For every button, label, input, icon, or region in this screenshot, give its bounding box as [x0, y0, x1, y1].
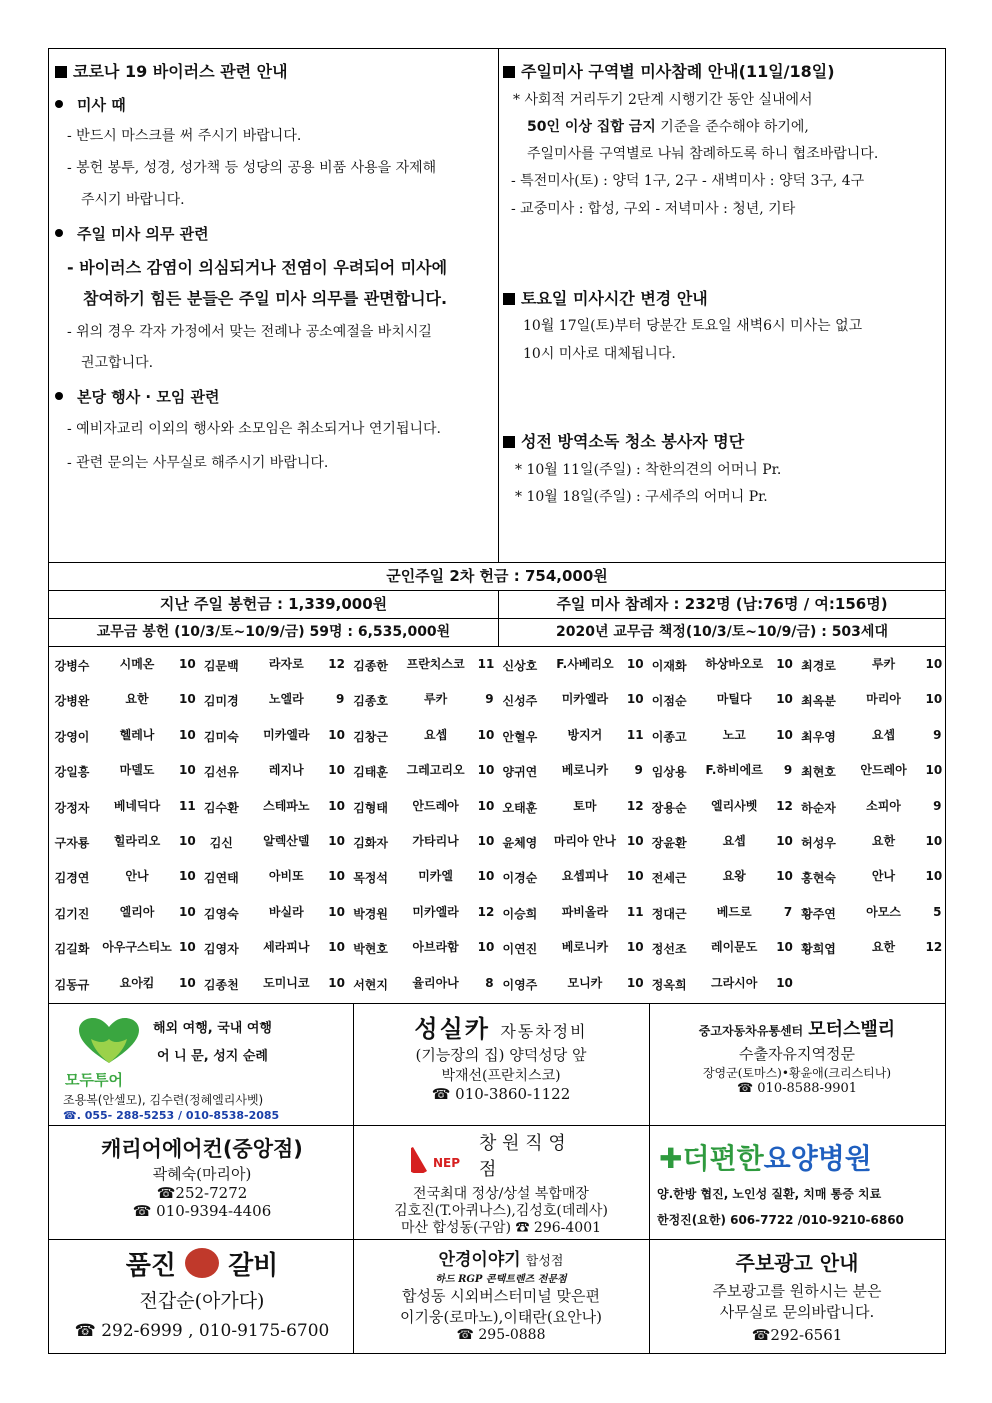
donor-amount: 12 [328, 657, 345, 671]
donor-name: 이재화 [651, 659, 687, 673]
galbi-phone: ☎ 292-6999 , 010-9175-6700 [74, 1321, 330, 1341]
donor-name: 김형태 [353, 800, 388, 815]
donor-saint-name: 베드로 [716, 904, 752, 919]
donor-saint-name: 토마 [573, 798, 597, 813]
hospital-title: ✚더편한요양병원 [659, 1142, 872, 1175]
carrier-phone1: ☎252-7272 [156, 1184, 248, 1202]
donor-saint-name: 미카엘 [418, 869, 453, 884]
donor-name: 김창근 [353, 729, 388, 744]
donor-saint-name: 마틸다 [716, 692, 752, 707]
ad-notice [651, 1247, 943, 1351]
donor-saint-name: 요한 [125, 692, 149, 707]
donor-amount: 10 [477, 940, 495, 955]
ad-galbi [53, 1245, 351, 1351]
text-line: 50인 이상 집합 금지 기준을 준수해야 하기에, [527, 119, 809, 135]
donor-name: 장윤환 [651, 836, 687, 850]
changwon-line3: 마산 합성동(구암) ☎ 296-4001 [400, 1220, 602, 1236]
donor-name: 김경연 [54, 871, 90, 886]
donor-name: 안혈우 [502, 729, 538, 744]
changwon-line1: 전국최대 정상/상설 복합매장 [413, 1186, 589, 1202]
ad-motors [651, 1015, 943, 1123]
donor-name: 김기진 [54, 906, 90, 921]
donor-amount: 12 [626, 798, 644, 813]
donor-amount: 12 [776, 798, 793, 813]
sungsilka-phone: ☎ 010-3860-1122 [431, 1085, 571, 1103]
modutour-line1: 해외 여행, 국내 여행 [153, 1021, 272, 1036]
motors-phone: ☎ 010-8588-9901 [736, 1081, 858, 1096]
attendance: 주일 미사 참례자 : 232명 (남:76명 / 여:156명) [556, 595, 888, 613]
donor-saint-name: 가타리나 [412, 834, 459, 848]
glasses-title: 안경이야기 합성점 [438, 1250, 564, 1270]
donor-name: 장용순 [651, 800, 687, 815]
donor-amount: 10 [179, 692, 196, 707]
donor-name: 강병수 [54, 659, 90, 673]
nep-logo-icon [411, 1143, 469, 1173]
donor-saint-name: 베네딕다 [113, 798, 161, 813]
donor-amount: 10 [626, 834, 644, 848]
donor-amount: 10 [179, 869, 196, 884]
donor-amount: 5 [933, 904, 942, 919]
donor-saint-name: 베로니카 [561, 763, 609, 778]
donor-amount: 10 [925, 763, 943, 778]
military-offering: 군인주일 2차 헌금 : 754,000원 [386, 567, 608, 585]
donor-name: 목정석 [353, 871, 388, 886]
text-line: - 관련 문의는 사무실로 해주시기 바랍니다. [67, 455, 329, 471]
notice-title: 주보광고 안내 [735, 1251, 859, 1275]
text-line: - 바이러스 감염이 의심되거나 전염이 우려되어 미사에 [67, 258, 448, 277]
donor-saint-name: 하상바오로 [705, 657, 764, 671]
text-line: * 10월 11일(주일) : 착한의견의 어머니 Pr. [515, 462, 782, 478]
glasses-line1: 하드 RGP 콘택트렌즈 전문점 [435, 1274, 567, 1285]
donor-saint-name: 루카 [871, 657, 896, 671]
donor-name: 김화자 [353, 836, 388, 850]
donor-saint-name: 엘리사벳 [711, 798, 758, 813]
donor-amount: 12 [477, 904, 495, 919]
donor-amount: 7 [783, 904, 793, 919]
donor-name: 이영주 [502, 977, 538, 992]
donor-amount: 9 [933, 727, 942, 742]
galbi-title: 품진 갈비 [53, 1245, 351, 1282]
donor-amount: 10 [328, 834, 345, 848]
text-line: - 교중미사 : 합성, 구외 - 저녁미사 : 청년, 기타 [511, 201, 796, 217]
chef-icon [185, 1248, 219, 1278]
donor-amount: 10 [776, 940, 793, 955]
section-heading: 미사 때 [55, 94, 126, 115]
donor-saint-name: 바실라 [268, 904, 304, 919]
donor-name: 강일흥 [54, 765, 90, 780]
donor-name: 김연태 [203, 871, 239, 886]
donor-name: 김영숙 [203, 906, 239, 921]
donor-amount: 11 [179, 798, 196, 813]
donor-amount: 9 [933, 798, 942, 813]
donor-amount: 9 [783, 763, 793, 778]
glasses-line3: 이기웅(로마노),이태란(요안나) [399, 1308, 603, 1326]
donor-saint-name: 시메온 [119, 657, 155, 671]
donor-amount: 10 [626, 657, 644, 671]
text-line: 권고합니다. [81, 355, 154, 371]
bullet-icon [55, 229, 63, 237]
sungsilka-owner: 박재선(프란치스코) [441, 1068, 561, 1084]
donor-saint-name: 마리아 안나 [553, 834, 616, 848]
saturday-title: 토요일 미사시간 변경 안내 [503, 286, 708, 309]
donor-saint-name: 아브라함 [412, 940, 459, 955]
donor-name: 황주연 [801, 906, 836, 921]
donor-saint-name: 프란치스코 [406, 657, 465, 671]
donor-amount: 10 [477, 798, 495, 813]
donor-amount: 12 [925, 940, 943, 955]
donor-amount: 10 [477, 763, 495, 778]
donor-name: 정선조 [651, 942, 687, 957]
donor-saint-name: 미카엘라 [412, 904, 459, 919]
donor-saint-name: 도미니코 [263, 975, 310, 990]
donor-saint-name: 라자로 [268, 657, 304, 671]
donor-amount: 10 [626, 869, 644, 884]
donor-saint-name: 요셉 [424, 727, 448, 742]
ad-changwon [355, 1129, 647, 1237]
dues: 교무금 봉헌 (10/3/토~10/9/금) 59명 : 6,535,000원 [96, 624, 451, 640]
ad-sungsilka [355, 1009, 647, 1123]
changwon-name2: 점 [479, 1159, 497, 1180]
donor-name: 최현호 [801, 765, 836, 780]
bullet-icon [55, 100, 63, 108]
donor-saint-name: 요한 [871, 834, 896, 848]
donor-saint-name: 율리아나 [412, 975, 459, 990]
donor-name: 김동규 [54, 977, 90, 992]
donor-amount: 10 [477, 834, 495, 848]
donor-amount: 10 [776, 834, 793, 848]
donor-saint-name: 노고 [722, 727, 746, 742]
donor-amount: 10 [328, 869, 345, 884]
donor-amount: 10 [626, 692, 644, 707]
donor-name: 김종호 [353, 694, 388, 709]
donor-amount: 10 [776, 657, 793, 671]
donor-saint-name: 파비올라 [561, 904, 609, 919]
square-bullet-icon [503, 66, 515, 78]
ad-hospital [651, 1137, 943, 1237]
square-bullet-icon [55, 66, 67, 78]
donor-name: 하순자 [801, 800, 836, 815]
donor-name: 강병완 [54, 694, 90, 709]
donor-amount: 10 [776, 975, 793, 990]
carrier-phone2: ☎ 010-9394-4406 [132, 1202, 272, 1220]
heart-logo-icon [77, 1017, 141, 1065]
donor-amount: 10 [328, 763, 345, 778]
donor-amount: 10 [776, 692, 793, 707]
donor-amount: 11 [626, 727, 644, 742]
donor-saint-name: 요왕 [722, 869, 746, 884]
modutour-owners: 조용복(안셀모), 김수련(정혜엘리사벳) [63, 1093, 264, 1107]
donor-saint-name: 안드레아 [412, 798, 459, 813]
donor-saint-name: 요아킴 [119, 975, 155, 990]
text-line: - 특전미사(토) : 양덕 1구, 2구 - 새벽미사 : 양덕 3구, 4구 [511, 173, 865, 189]
donor-name: 정옥희 [651, 977, 687, 992]
donor-amount: 10 [626, 975, 644, 990]
motors-line: 수출자유지역정문 [739, 1045, 855, 1063]
changwon-name1: 창 원 직 영 [479, 1133, 566, 1154]
donor-name: 김수환 [203, 800, 239, 815]
donor-amount: 10 [179, 904, 196, 919]
text-line: 주일미사를 구역별로 나눠 참례하도록 하니 협조바랍니다. [527, 146, 879, 162]
donor-saint-name: F.사베리오 [556, 657, 614, 671]
donor-amount: 10 [179, 834, 196, 848]
assessment: 2020년 교무금 책정(10/3/토~10/9/금) : 503세대 [556, 624, 888, 640]
donor-saint-name: 모니카 [567, 975, 603, 990]
donor-amount: 10 [776, 727, 793, 742]
ad-carrier [53, 1133, 351, 1237]
donor-saint-name: 스테파노 [263, 798, 310, 813]
donor-name: 이승희 [502, 906, 538, 921]
donor-amount: 10 [328, 727, 345, 742]
carrier-name: 캐리어에어컨(중앙점) [101, 1137, 303, 1161]
donor-saint-name: 미카엘라 [561, 692, 609, 707]
ad-modutour [55, 1011, 351, 1123]
donor-name: 오태훈 [502, 800, 538, 815]
donor-name: 이연진 [502, 942, 538, 957]
donor-name: 김태훈 [353, 765, 388, 780]
donor-name: 임상용 [651, 765, 687, 780]
donor-saint-name: 안나 [871, 869, 896, 884]
donor-name: 구자룡 [54, 836, 90, 850]
donor-amount: 10 [179, 940, 196, 955]
donor-amount: 10 [925, 657, 943, 671]
donor-saint-name: 마리아 [866, 692, 901, 707]
mass-title: 주일미사 구역별 미사참례 안내(11일/18일) [503, 59, 835, 82]
section-heading: 주일 미사 의무 관련 [55, 223, 209, 244]
donor-amount: 10 [776, 869, 793, 884]
donor-name: 김미숙 [203, 729, 239, 744]
donor-saint-name: 아비또 [268, 869, 304, 884]
donor-name: 최옥분 [801, 694, 836, 709]
donor-saint-name: 힐라리오 [113, 834, 161, 848]
sungsilka-line: (기능장의 집) 양덕성당 앞 [415, 1046, 587, 1064]
donor-amount: 8 [485, 975, 494, 990]
donor-name: 박경원 [353, 906, 388, 921]
donor-name: 신성주 [502, 694, 538, 709]
corona-title: 코로나 19 바이러스 관련 안내 [55, 59, 288, 82]
donor-saint-name: 소피아 [866, 798, 901, 813]
donor-name: 김영자 [203, 942, 239, 957]
text-line: - 위의 경우 각자 가정에서 맞는 전례나 공소예절을 바치시길 [67, 324, 432, 340]
motors-title: 중고자동차유통센터 모터스밸리 [698, 1019, 896, 1040]
donor-name: 김길화 [54, 942, 90, 957]
hospital-line1: 양.한방 협진, 노인성 질환, 치매 통증 치료 [657, 1187, 882, 1201]
donor-amount: 10 [179, 727, 196, 742]
donor-saint-name: F.하비에르 [705, 763, 763, 778]
donor-name: 강정자 [54, 800, 90, 815]
donor-amount: 11 [477, 657, 495, 671]
donor-name: 김미경 [203, 694, 239, 709]
donor-saint-name: 노엘라 [268, 692, 304, 707]
donor-name: 이점순 [651, 694, 687, 709]
donor-name: 정대근 [651, 906, 687, 921]
square-bullet-icon [503, 436, 515, 448]
cross-icon: ✚ [659, 1142, 683, 1175]
glasses-line2: 합성동 시외버스터미널 맞은편 [402, 1287, 600, 1305]
donor-name: 최우영 [801, 729, 836, 744]
text-line: 참여하기 힘든 분들은 주일 미사 의무를 관면합니다. [83, 289, 448, 308]
donor-amount: 10 [328, 904, 345, 919]
square-bullet-icon [503, 293, 515, 305]
donor-amount: 10 [925, 869, 943, 884]
donor-amount: 10 [328, 798, 345, 813]
hospital-line2: 한정진(요한) 606-7722 /010-9210-6860 [657, 1213, 904, 1227]
donor-saint-name: 헬레나 [119, 727, 155, 742]
donor-name: 이경순 [502, 871, 538, 886]
notice-line2: 사무실로 문의바랍니다. [719, 1303, 875, 1321]
volunteers-title: 성전 방역소독 청소 봉사자 명단 [503, 429, 744, 452]
donor-name: 최경로 [801, 659, 836, 673]
ad-glasses [355, 1245, 647, 1351]
text-line: * 사회적 거리두기 2단계 시행기간 동안 실내에서 [513, 92, 813, 108]
donor-saint-name: 요셉 [722, 834, 746, 848]
donor-name: 홍현숙 [801, 871, 836, 886]
donor-saint-name: 아우구스티노 [102, 940, 172, 955]
modutour-brand: 모두투어 [65, 1071, 123, 1089]
changwon-line2: 김호진(T.아퀴나스),김성호(데레사) [394, 1203, 608, 1219]
text-line: 10월 17일(토)부터 당분간 토요일 새벽6시 미사는 없고 [523, 318, 863, 334]
galbi-owner: 전갑순(아가다) [139, 1290, 265, 1312]
donor-name: 양귀연 [502, 765, 538, 780]
nep-logo-text: NEP [433, 1156, 461, 1170]
donor-name: 강영이 [54, 729, 90, 744]
donor-name: 허성우 [801, 836, 836, 850]
donor-amount: 10 [925, 692, 943, 707]
text-line: - 예비자교리 이외의 행사와 소모임은 취소되거나 연기됩니다. [67, 421, 441, 437]
donor-saint-name: 마델도 [119, 763, 155, 778]
text-line: 10시 미사로 대체됩니다. [523, 346, 676, 362]
offering-row [49, 590, 945, 618]
donor-amount: 10 [328, 940, 345, 955]
donor-amount: 10 [477, 727, 495, 742]
donor-saint-name: 레이문도 [711, 940, 758, 955]
donor-saint-name: 요한 [871, 940, 896, 955]
donor-name: 김문백 [203, 659, 239, 673]
donor-amount: 10 [328, 975, 345, 990]
text-line: - 반드시 마스크를 써 주시기 바랍니다. [67, 128, 302, 144]
donor-amount: 10 [179, 975, 196, 990]
donor-amount: 10 [477, 869, 495, 884]
donor-saint-name: 아모스 [866, 904, 901, 919]
glasses-phone: ☎ 295-0888 [456, 1327, 546, 1343]
donor-saint-name: 방지거 [567, 727, 603, 742]
donor-amount: 10 [179, 763, 196, 778]
section-heading: 본당 행사 · 모임 관련 [55, 386, 220, 407]
donor-name: 윤체영 [502, 836, 538, 850]
donor-grid [49, 647, 945, 1003]
donor-saint-name: 요셉 [871, 727, 896, 742]
donor-name: 김종한 [353, 659, 388, 673]
donor-name: 이종고 [651, 729, 687, 744]
text-line: 주시기 바랍니다. [81, 192, 185, 208]
donor-saint-name: 세라피나 [263, 940, 310, 955]
donor-amount: 10 [179, 657, 196, 671]
modutour-phones: ☎. 055- 288-5253 / 010-8538-2085 [63, 1109, 280, 1122]
donor-name: 김신 [209, 836, 233, 850]
dues-row [49, 618, 945, 646]
donor-amount: 10 [626, 940, 644, 955]
donor-name: 김종천 [203, 977, 239, 992]
motors-owner: 장영군(토마스)•황윤애(크리스티나) [702, 1066, 892, 1080]
donor-saint-name: 안드레아 [860, 763, 907, 778]
donor-saint-name: 요셉피나 [561, 869, 609, 884]
donor-amount: 9 [485, 692, 494, 707]
donor-name: 박현호 [353, 942, 388, 957]
donor-saint-name: 레지나 [268, 763, 304, 778]
donor-name: 전세근 [651, 871, 687, 886]
donor-saint-name: 알렉산델 [263, 834, 310, 848]
donor-saint-name: 그레고리오 [406, 763, 465, 778]
donor-amount: 11 [626, 904, 644, 919]
notice-phone: ☎292-6561 [751, 1326, 843, 1344]
carrier-owner: 곽혜숙(마리아) [152, 1165, 252, 1183]
donor-name: 서현지 [353, 977, 388, 992]
donor-saint-name: 안나 [125, 869, 149, 884]
donor-amount: 9 [335, 692, 345, 707]
donor-name: 신상호 [502, 659, 538, 673]
notice-line1: 주보광고를 원하시는 분은 [712, 1282, 882, 1300]
modutour-line2: 어 니 문, 성지 순례 [157, 1049, 268, 1064]
donor-name: 황희엽 [801, 942, 836, 957]
donor-name: 김선유 [203, 765, 239, 780]
donor-amount: 10 [925, 834, 943, 848]
donor-saint-name: 베로니카 [561, 940, 609, 955]
sungsilka-title: 성실카 자동차정비 [414, 1014, 588, 1043]
donor-saint-name: 미카엘라 [263, 727, 310, 742]
text-line: - 봉헌 봉투, 성경, 성가책 등 성당의 공용 비품 사용을 자제해 [67, 160, 437, 176]
bullet-icon [55, 392, 63, 400]
donor-saint-name: 루카 [424, 692, 448, 707]
bulletin-page [48, 48, 946, 1354]
donor-saint-name: 그라시아 [711, 975, 758, 990]
donor-amount: 9 [634, 763, 643, 778]
donor-saint-name: 엘리아 [119, 904, 155, 919]
text-line: * 10월 18일(주일) : 구세주의 어머니 Pr. [515, 489, 768, 505]
last-offering: 지난 주일 봉헌금 : 1,339,000원 [159, 595, 388, 613]
military-offering-row [49, 562, 945, 590]
